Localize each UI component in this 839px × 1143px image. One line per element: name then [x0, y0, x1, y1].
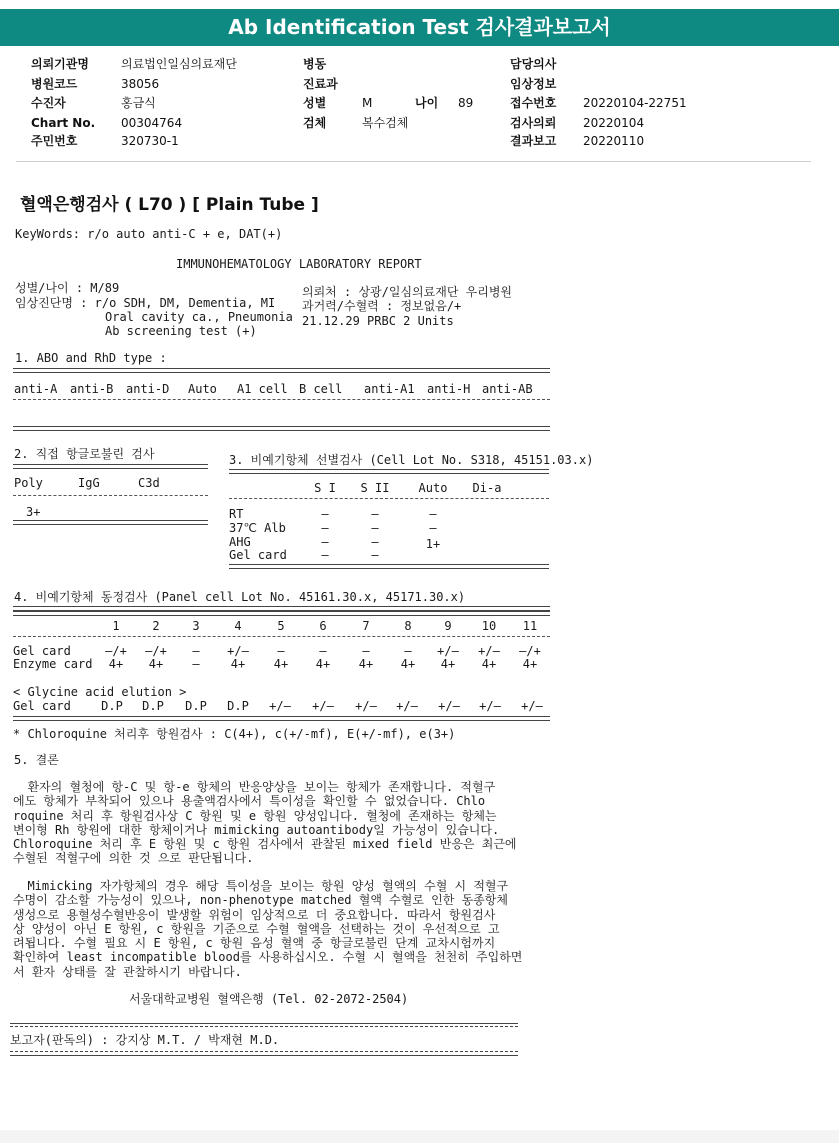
sex-label: 성별 — [303, 96, 327, 110]
age-value: 89 — [458, 96, 474, 110]
reporter-line: 보고자(판독의) : 강지상 M.T. / 박재현 M.D. — [10, 1033, 280, 1047]
screen-bottom-rule — [229, 564, 549, 569]
department-label: 진료과 — [303, 77, 338, 91]
receipt-no-value: 20220104-22751 — [583, 96, 687, 110]
abo-header-rule — [13, 399, 550, 400]
screen-row-rt-label: RT — [229, 507, 244, 521]
screen-row-ahg-auto: 1+ — [425, 537, 441, 551]
screen-header-s2: S II — [360, 481, 390, 495]
panel-cell-header-4: 4 — [234, 619, 242, 633]
panel-gel-cell-10: +/– — [478, 644, 500, 658]
screen-row-alb-s2: – — [371, 521, 379, 535]
abo-header-b-cell: B cell — [299, 382, 343, 396]
screen-top-rule — [229, 469, 549, 474]
panel-enzyme-cell-10: 4+ — [481, 657, 497, 671]
report-date-value: 20220110 — [583, 134, 645, 148]
panel-gel-cell-1: –/+ — [105, 644, 127, 658]
screen-header-di-a: Di-a — [472, 481, 502, 495]
blood-bank-footer: 서울대학교병원 혈액은행 (Tel. 02-2072-2504) — [129, 992, 409, 1006]
institution-label: 의뢰기관명 — [31, 57, 89, 71]
elution-cell-5: +/– — [269, 699, 291, 713]
screen-row-rt-s1: – — [321, 507, 329, 521]
panel-enzyme-cell-5: 4+ — [273, 657, 289, 671]
panel-cell-header-1: 1 — [112, 619, 120, 633]
dat-section-title: 2. 직접 항글로불린 검사 — [14, 447, 155, 461]
panel-gel-cell-2: –/+ — [145, 644, 167, 658]
panel-enzyme-label: Enzyme card — [13, 657, 93, 671]
panel-bottom-rule — [13, 716, 550, 721]
dat-poly-value: 3+ — [26, 505, 41, 519]
elution-cell-1: D.P — [101, 699, 123, 713]
abo-header-auto: Auto — [188, 382, 217, 396]
panel-cell-header-11: 11 — [522, 619, 538, 633]
request-date-value: 20220104 — [583, 116, 645, 130]
screen-row-gel-label: Gel card — [229, 548, 287, 562]
panel-header-rule — [13, 636, 550, 637]
panel-enzyme-cell-7: 4+ — [358, 657, 374, 671]
resident-no-value: 320730-1 — [121, 134, 179, 148]
elution-cell-2: D.P — [142, 699, 164, 713]
screen-row-ahg-s2: – — [371, 535, 379, 549]
screen-row-alb-auto: – — [429, 521, 437, 535]
lab-report-title: IMMUNOHEMATOLOGY LABORATORY REPORT — [176, 257, 422, 271]
abo-section-title: 1. ABO and RhD type : — [15, 351, 167, 365]
abo-top-rule — [13, 368, 550, 373]
report-title: 혈액은행검사 ( L70 ) [ Plain Tube ] — [20, 195, 319, 215]
panel-enzyme-cell-6: 4+ — [315, 657, 331, 671]
panel-enzyme-cell-2: 4+ — [148, 657, 164, 671]
dat-header-igg: IgG — [78, 476, 100, 490]
elution-cell-8: +/– — [396, 699, 418, 713]
screen-row-alb-label: 37℃ Alb — [229, 521, 286, 535]
resident-no-label: 주민번호 — [31, 134, 78, 148]
elution-cell-7: +/– — [355, 699, 377, 713]
panel-gel-cell-4: +/– — [227, 644, 249, 658]
doctor-label: 담당의사 — [510, 57, 557, 71]
panel-enzyme-cell-3: – — [192, 657, 200, 671]
dat-top-rule — [13, 464, 208, 469]
abo-header-a1-cell: A1 cell — [237, 382, 288, 396]
hospital-code-value: 38056 — [121, 77, 160, 91]
chart-no-value: 00304764 — [121, 116, 183, 130]
transfusion-line: 21.12.29 PRBC 2 Units — [302, 314, 454, 328]
dat-header-c3d: C3d — [138, 476, 160, 490]
elution-gel-label: Gel card — [13, 699, 71, 713]
abo-header-anti-ab: anti-AB — [482, 382, 533, 396]
recipient-value: 홍금식 — [121, 96, 156, 110]
screen-row-ahg-s1: – — [321, 535, 329, 549]
specimen-value: 복수검체 — [362, 116, 409, 130]
elution-title: < Glycine acid elution > — [13, 685, 187, 699]
report-banner: Ab Identification Test 검사결과보고서 — [0, 9, 839, 46]
screen-row-alb-s1: – — [321, 521, 329, 535]
panel-gel-cell-6: – — [319, 644, 327, 658]
screen-header-rule — [229, 498, 549, 499]
abo-header-anti-a: anti-A — [14, 382, 58, 396]
panel-enzyme-cell-8: 4+ — [400, 657, 416, 671]
conclusion-title: 5. 결론 — [14, 753, 59, 767]
panel-cell-header-7: 7 — [362, 619, 370, 633]
footer-rule-top-2 — [10, 1026, 518, 1027]
panel-cell-header-3: 3 — [192, 619, 200, 633]
panel-cell-header-8: 8 — [404, 619, 412, 633]
age-label: 나이 — [415, 96, 439, 110]
panel-enzyme-cell-11: 4+ — [522, 657, 538, 671]
report-date-label: 결과보고 — [510, 134, 557, 148]
chart-no-label: Chart No. — [31, 116, 96, 130]
screen-row-rt-auto: – — [429, 507, 437, 521]
recipient-label: 수진자 — [31, 96, 66, 110]
conclusion-paragraph-1: 환자의 혈청에 항-C 및 항-e 항체의 반응양상을 보이는 항체가 존재합니다. 적혈구 에도 항체가 부착되어 있으나 용출액검사에서 특이성을 확인할 수 없었습니다. Chlo roquine 처리 후 항원검사상 C 항원 및 e 항원 양성입니다. 혈청에 존재하는 항체는 변이형 Rh 항원에 대한 항체이거나 mimicking autoantibody일 가능성이 있습니다. Chloroquine 처리 후 E 항원 및 c 항원 검사에서 관찰된 mixed field 반응은 최근에 수혈된 적혈구에 의한 것 으로 판단됩니다. — [13, 780, 517, 866]
ward-label: 병동 — [303, 57, 327, 71]
hospital-code-label: 병원코드 — [31, 77, 78, 91]
receipt-no-label: 접수번호 — [510, 96, 557, 110]
panel-gel-cell-3: – — [192, 644, 200, 658]
screen-section-title: 3. 비예기항체 선별검사 (Cell Lot No. S318, 45151.03.x) — [229, 453, 594, 467]
screen-row-gel-s2: – — [371, 548, 379, 562]
elution-cell-10: +/– — [479, 699, 501, 713]
dat-header-poly: Poly — [14, 476, 43, 490]
abo-bottom-rule — [13, 426, 550, 431]
diagnosis-line: 임상진단명 : r/o SDH, DM, Dementia, MI — [15, 296, 276, 310]
panel-gel-cell-11: –/+ — [519, 644, 541, 658]
panel-gel-cell-7: – — [362, 644, 370, 658]
diagnosis-line-2: Oral cavity ca., Pneumonia — [105, 310, 293, 324]
history-line: 과거력/수혈력 : 정보없음/+ — [302, 299, 462, 313]
referrer-line: 의뢰처 : 상광/일심의료재단 우리병원 — [302, 285, 513, 299]
panel-gel-label: Gel card — [13, 644, 71, 658]
elution-cell-4: D.P — [227, 699, 249, 713]
panel-enzyme-cell-1: 4+ — [108, 657, 124, 671]
conclusion-paragraph-2: Mimicking 자가항체의 경우 해당 특이성을 보이는 항원 양성 혈액의 수혈 시 적혈구 수명이 감소할 가능성이 있으나, non-phenotype matched 혈액 수혈로 인한 동종항체 생성으로 용혈성수혈반응이 발생할 위험이 임상적으로 더 중요합니다. 따라서 항원검사 상 양성이 아닌 E 항원, c 항원을 기준으로 수혈 혈액을 선택하는 것이 우선적으로 고 려됩니다. 수혈 필요 시 E 항원, c 항원 음성 혈액 중 항글로불린 단계 교차시험까지 확인하여 least incompatible blood를 사용하십시오. 수혈 시 혈액을 천천히 주입하면 서 환자 상태를 잘 관찰하시기 바랍니다. — [13, 879, 523, 979]
footer-rule-bottom — [10, 1051, 518, 1052]
panel-enzyme-cell-9: 4+ — [440, 657, 456, 671]
abo-header-anti-b: anti-B — [70, 382, 114, 396]
panel-cell-header-2: 2 — [152, 619, 160, 633]
screen-row-gel-s1: – — [321, 548, 329, 562]
specimen-label: 검체 — [303, 116, 327, 130]
panel-gel-cell-9: +/– — [437, 644, 459, 658]
abo-header-anti-a1: anti-A1 — [364, 382, 415, 396]
request-date-label: 검사의뢰 — [510, 116, 557, 130]
abo-header-anti-h: anti-H — [427, 382, 471, 396]
elution-cell-6: +/– — [312, 699, 334, 713]
footer-rule-bottom-2 — [10, 1055, 518, 1056]
panel-cell-header-6: 6 — [319, 619, 327, 633]
elution-cell-9: +/– — [438, 699, 460, 713]
keywords: KeyWords: r/o auto anti-C + e, DAT(+) — [15, 227, 283, 241]
screen-row-ahg-label: AHG — [229, 535, 251, 549]
abo-header-anti-d: anti-D — [126, 382, 170, 396]
panel-cell-header-5: 5 — [277, 619, 285, 633]
footer-rule-top — [10, 1023, 518, 1024]
panel-top-rule-2 — [13, 611, 550, 616]
panel-gel-cell-5: – — [277, 644, 285, 658]
screen-row-rt-s2: – — [371, 507, 379, 521]
panel-section-title: 4. 비예기항체 동정검사 (Panel cell Lot No. 45161.30.x, 45171.30.x) — [14, 590, 466, 604]
dat-header-rule — [13, 495, 208, 496]
panel-cell-header-9: 9 — [444, 619, 452, 633]
elution-cell-11: +/– — [521, 699, 543, 713]
panel-cell-header-10: 10 — [481, 619, 497, 633]
elution-cell-3: D.P — [185, 699, 207, 713]
header-divider — [16, 161, 811, 162]
institution-value: 의료법인일심의료재단 — [121, 57, 237, 71]
screen-header-s1: S I — [314, 481, 336, 495]
screen-header-auto: Auto — [418, 481, 448, 495]
clinical-info-label: 임상정보 — [510, 77, 557, 91]
panel-gel-cell-8: – — [404, 644, 412, 658]
panel-enzyme-cell-4: 4+ — [230, 657, 246, 671]
sex-age-line: 성별/나이 : M/89 — [15, 281, 120, 295]
sex-value: M — [362, 96, 373, 110]
diagnosis-line-3: Ab screening test (+) — [105, 324, 257, 338]
dat-bottom-rule — [13, 520, 208, 525]
chloroquine-note: * Chloroquine 처리후 항원검사 : C(4+), c(+/-mf), E(+/-mf), e(3+) — [13, 727, 456, 741]
